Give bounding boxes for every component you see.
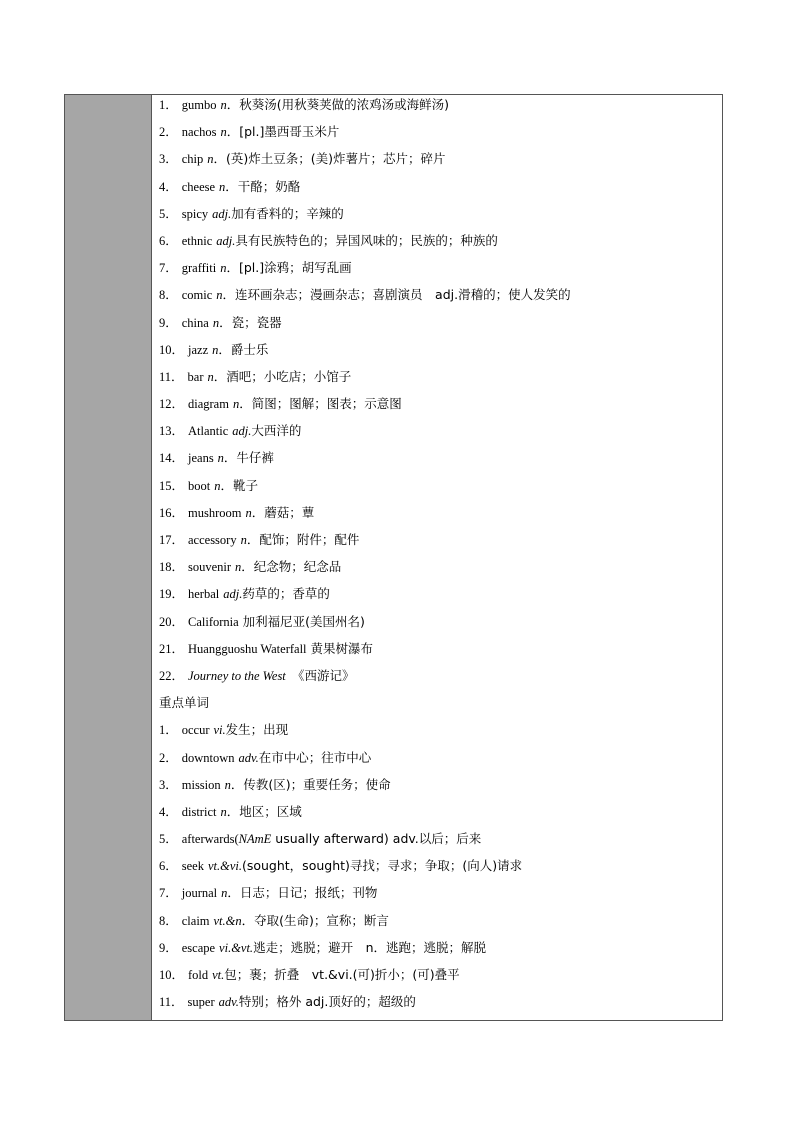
vocab-item: 1． occur vi.发生；出现 (159, 722, 289, 738)
vocab-item: 21． Huangguoshu Waterfall 黄果树瀑布 (159, 640, 374, 656)
vocab-item: 15． boot n．靴子 (159, 477, 258, 493)
vocab-item: 14． jeans n．牛仔裤 (159, 450, 274, 466)
vocab-item: 12． diagram n．简图；图解；图表；示意图 (159, 396, 402, 412)
vocab-item: 7． journal n．日志；日记；报纸；刊物 (159, 885, 378, 901)
section-heading: 重点单词 (159, 695, 210, 711)
vocab-item: 2． downtown adv.在市中心；往市中心 (159, 749, 372, 765)
vocab-item: 16． mushroom n．蘑菇；蕈 (159, 504, 315, 520)
vocab-table (64, 94, 723, 1021)
vocab-item: 6． ethnic adj.具有民族特色的；异国风味的；民族的；种族的 (159, 232, 498, 248)
vocab-item: 9． escape vi.&vt.逃走；逃脱；避开 n．逃跑；逃脱；解脱 (159, 939, 486, 955)
vocab-item: 13． Atlantic adj.大西洋的 (159, 423, 302, 439)
vocab-item: 20． California 加利福尼亚(美国州名) (159, 613, 365, 629)
vocab-item: 4． cheese n．干酪；奶酪 (159, 178, 301, 194)
vocab-item: 19． herbal adj.药草的；香草的 (159, 586, 330, 602)
vocab-item: 11． bar n．酒吧；小吃店；小馆子 (159, 368, 352, 384)
vocab-item: 5． afterwards(NAmE usually afterward) adv.以后；后来 (159, 831, 482, 847)
vocab-item: 3． chip n．(英)炸土豆条；(美)炸薯片；芯片；碎片 (159, 151, 446, 167)
vocab-item: 10． fold vt.包；裹；折叠 vt.&vi.(可)折小；(可)叠平 (159, 967, 460, 982)
vocab-item: 1． gumbo n．秋葵汤(用秋葵荚做的浓鸡汤或海鲜汤) (159, 97, 449, 112)
vocab-item: 17． accessory n．配饰；附件；配件 (159, 532, 360, 547)
vocab-item: 2． nachos n．[pl.]墨西哥玉米片 (159, 124, 340, 140)
vocab-item: 3． mission n．传教(区)；重要任务；使命 (159, 776, 391, 792)
vocab-item: 5． spicy adj.加有香料的；辛辣的 (159, 205, 344, 221)
vocab-item: 11． super adv.特别；格外 adj.顶好的；超级的 (159, 994, 416, 1010)
vocab-item: 6． seek vt.&vi.(sought，sought)寻找；寻求；争取；(向人)请求 (159, 858, 523, 874)
vocab-item: 4． district n．地区；区域 (159, 803, 302, 819)
vocab-item: 22． Journey to the West 《西游记》 (159, 667, 355, 683)
vocab-item: 18． souvenir n．纪念物；纪念品 (159, 559, 342, 575)
vocab-item: 9． china n．瓷；瓷器 (159, 314, 282, 330)
vocab-item: 8． comic n．连环画杂志；漫画杂志；喜剧演员 adj.滑稽的；使人发笑的 (159, 287, 571, 303)
table-left-shaded-column (65, 95, 152, 1020)
vocab-item: 7． graffiti n．[pl.]涂鸦；胡写乱画 (159, 260, 352, 276)
vocab-item: 8． claim vt.&n．夺取(生命)；宣称；断言 (159, 912, 389, 928)
table-content-column (152, 95, 722, 1020)
vocab-item: 10． jazz n．爵士乐 (159, 341, 269, 357)
